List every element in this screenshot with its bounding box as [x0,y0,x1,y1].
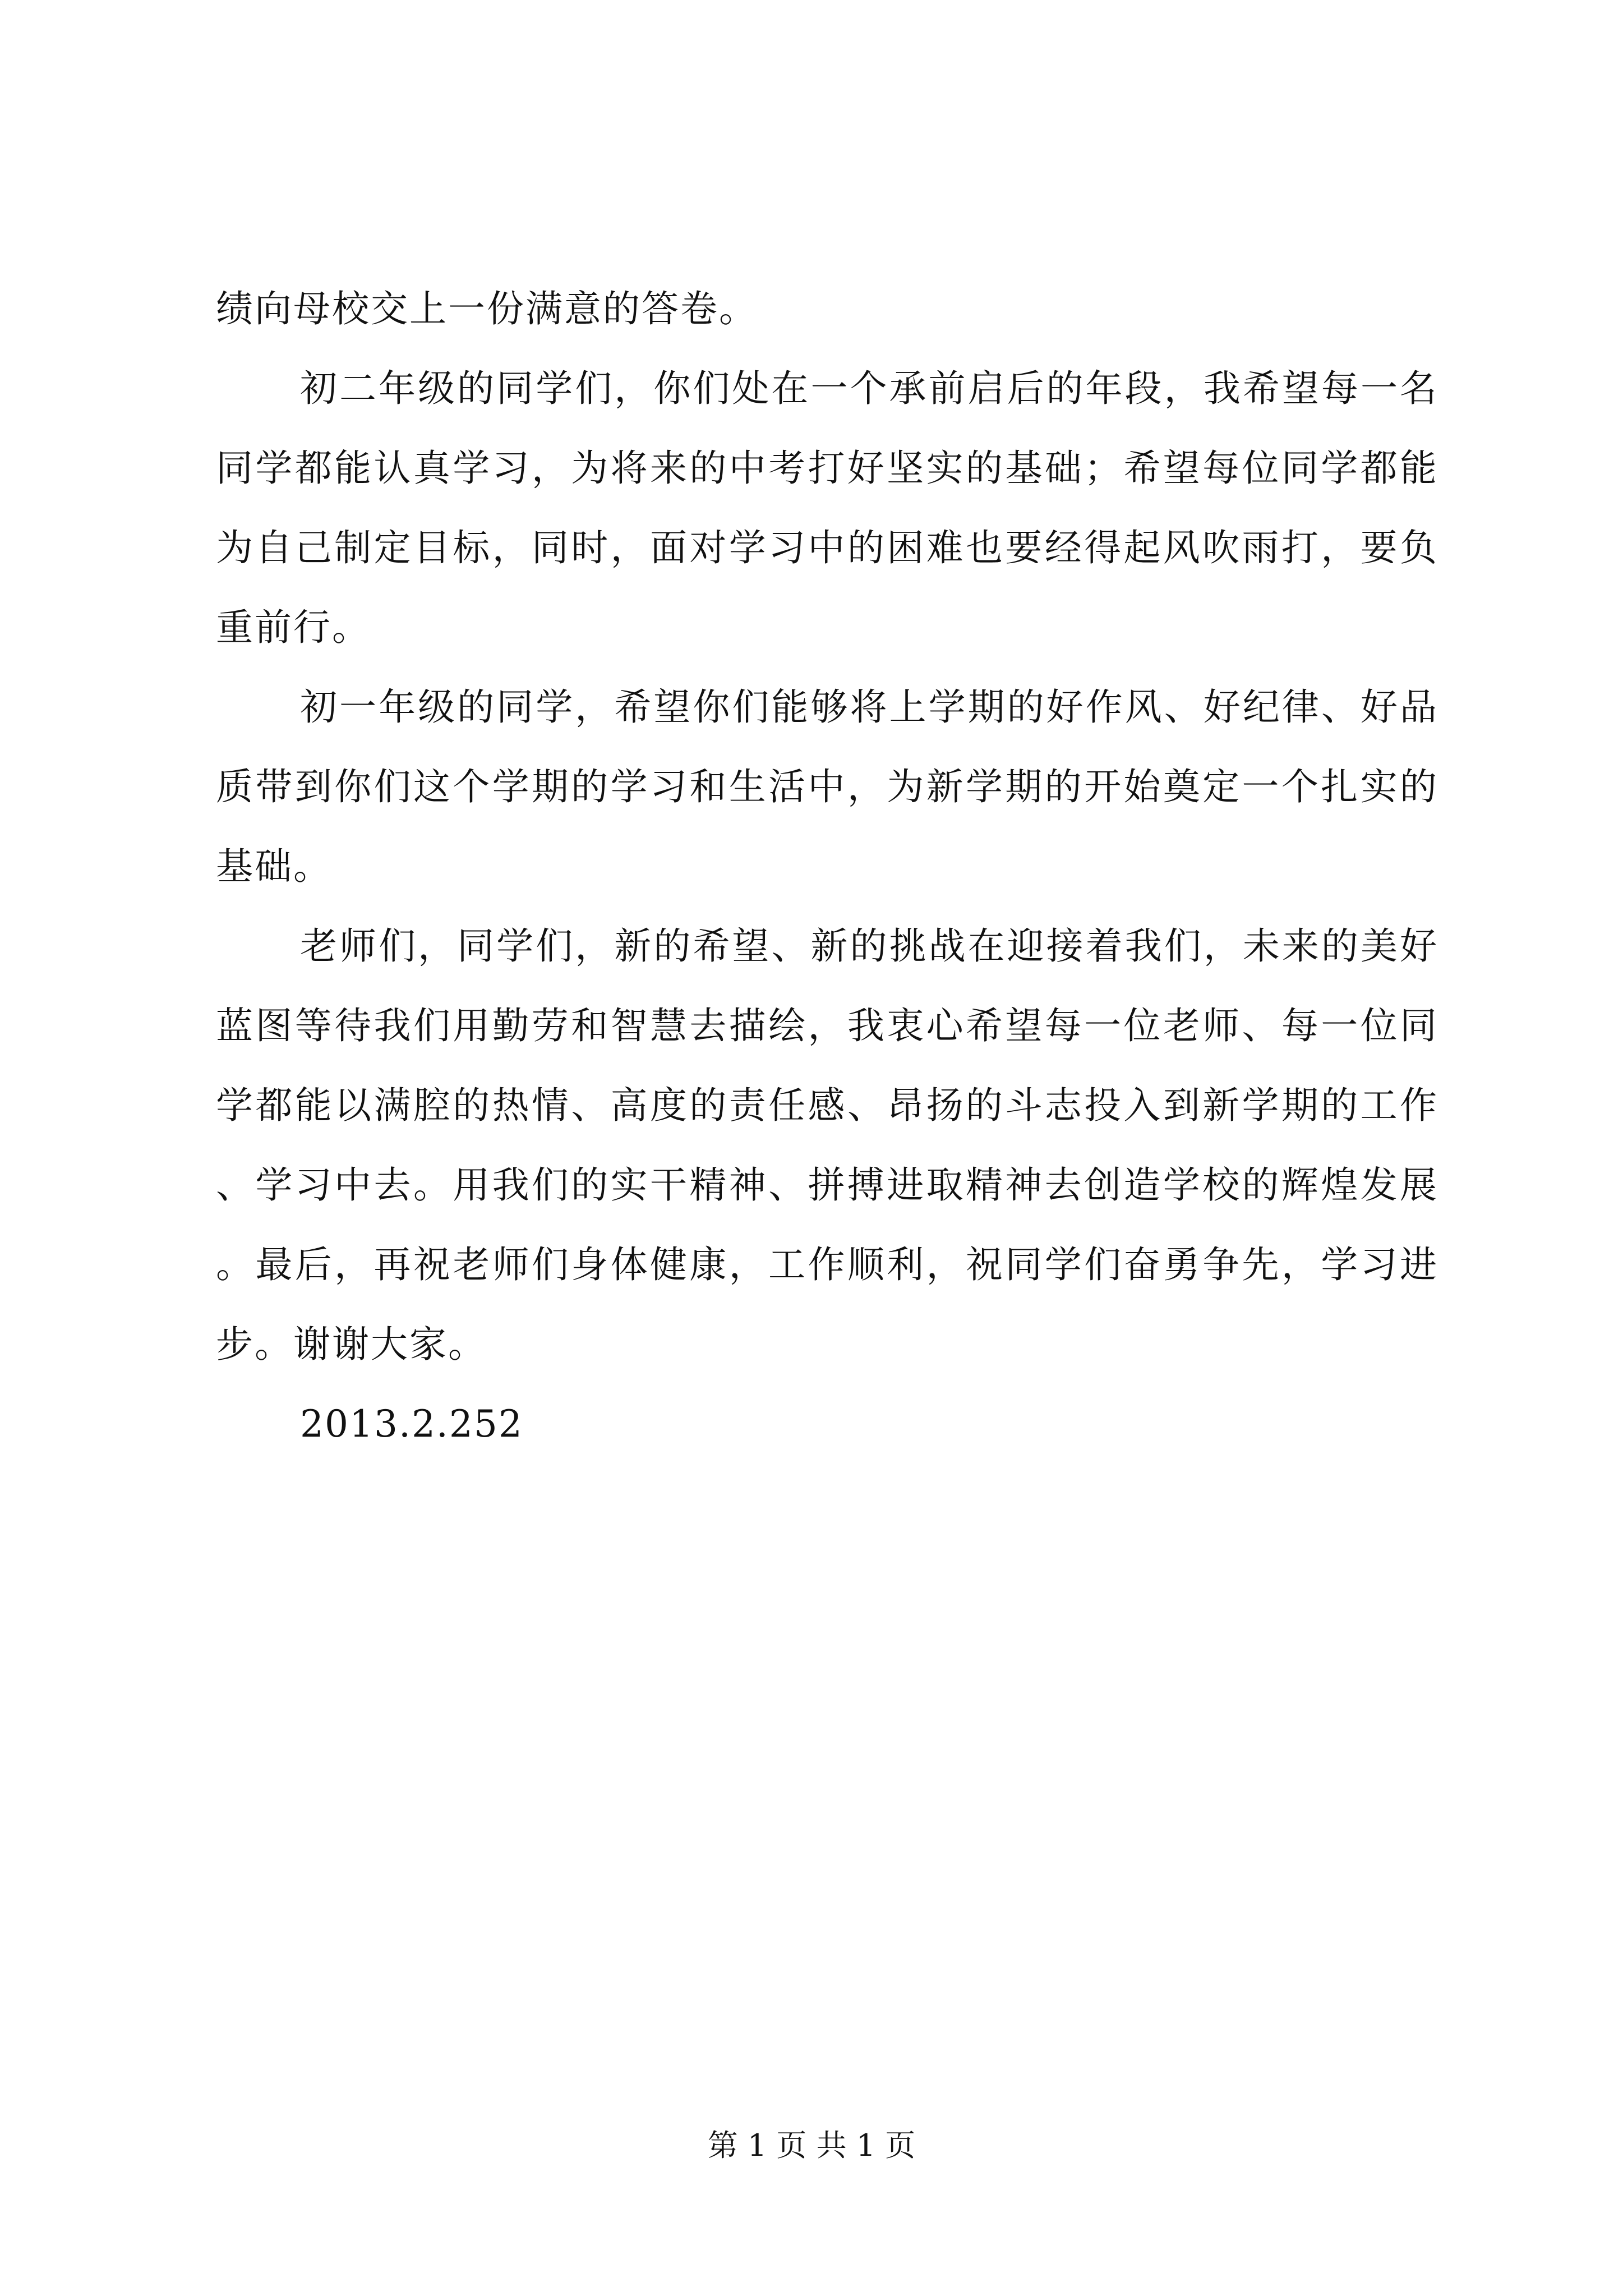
paragraph-grade-two: 初二年级的同学们，你们处在一个承前启后的年段，我希望每一名同学都能认真学习，为将来的中考打好坚实的基础；希望每位同学都能为自己制定目标，同时，面对学习中的困难也要经得起风吹雨打，要负重前行。 [216,367,1438,649]
paragraph-continuation: 绩向母校交上一份满意的答卷。 [216,287,758,330]
paragraph-closing: 老师们，同学们，新的希望、新的挑战在迎接着我们，未来的美好蓝图等待我们用勤劳和智慧去描绘，我衷心希望每一位老师、每一位同学都能以满腔的热情、高度的责任感、昂扬的斗志投入到新学期的工作、学习中去。用我们的实干精神、拼搏进取精神去创造学校的辉煌发展。最后，再祝老师们身体健康，工作顺利，祝同学们奋勇争先，学习进步。谢谢大家。 [216,924,1438,1366]
document-body [216,269,1438,1464]
paragraph-grade-one: 初一年级的同学，希望你们能够将上学期的好作风、好纪律、好品质带到你们这个学期的学习和生活中，为新学期的开始奠定一个扎实的基础。 [216,685,1438,888]
document-date: 2013.2.252 [300,1402,523,1446]
page-footer: 第 1 页 共 1 页 [707,2128,916,2163]
